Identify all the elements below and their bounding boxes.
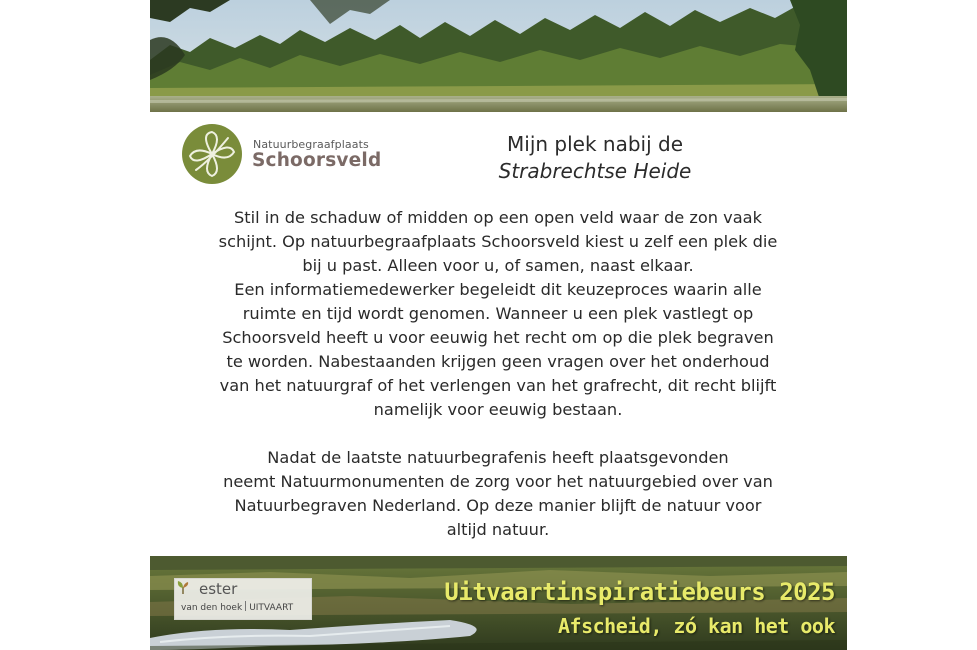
body-line: Stil in de schaduw of midden op een open veld waar de zon vaak: [234, 208, 762, 227]
body-text: [168, 206, 828, 542]
body-line: Schoorsveld heeft u voor eeuwig het recht om op die plek begraven: [222, 328, 774, 347]
body-line: Natuurbegraven Nederland. Op deze manier blijft de natuur voor: [234, 496, 762, 515]
body-line: Een informatiemedewerker begeleidt dit keuzeproces waarin alle: [234, 280, 762, 299]
event-subtitle: Afscheid, zó kan het ook: [558, 614, 835, 638]
bottom-banner: [150, 556, 847, 650]
sprout-icon: [175, 579, 191, 595]
body-paragraph-2: [168, 446, 828, 542]
body-line: neemt Natuurmonumenten de zorg voor het natuurgebied over van: [223, 472, 773, 491]
body-line: namelijk voor eeuwig bestaan.: [373, 400, 623, 419]
ester-name: ester: [199, 580, 238, 598]
title-line-1: Mijn plek nabij de: [507, 132, 683, 156]
logo-small-text: Natuurbegraafplaats: [253, 138, 369, 151]
flyer-card: [150, 0, 847, 650]
ester-subtitle: [181, 601, 293, 613]
body-line: te worden. Nabestaanden krijgen geen vragen over het onderhoud: [226, 352, 770, 371]
event-title: Uitvaartinspiratiebeurs 2025: [444, 578, 835, 606]
ester-sub-right: UITVAART: [249, 603, 294, 613]
body-line: bij u past. Alleen voor u, of samen, naast elkaar.: [302, 256, 694, 275]
body-paragraph-1: [168, 206, 828, 422]
body-line: van het natuurgraf of het verlengen van het grafrecht, dit recht blijft: [219, 376, 777, 395]
ester-sub-left: van den hoek: [181, 603, 243, 613]
body-line: ruimte en tijd wordt genomen. Wanneer u een plek vastlegt op: [242, 304, 754, 323]
page-title: [450, 131, 740, 185]
body-line: schijnt. Op natuurbegraafplaats Schoorsveld kiest u zelf een plek die: [218, 232, 778, 251]
logo-big-text: Schoorsveld: [252, 150, 382, 171]
body-line: altijd natuur.: [446, 520, 550, 539]
ester-van-den-hoek-logo: [174, 578, 312, 620]
body-line: Nadat de laatste natuurbegrafenis heeft plaatsgevonden: [267, 448, 729, 467]
top-landscape-image: [150, 0, 847, 112]
leaf-circle-icon: [182, 124, 242, 184]
title-line-2: Strabrechtse Heide: [498, 159, 692, 183]
schoorsveld-logo: [182, 124, 382, 186]
